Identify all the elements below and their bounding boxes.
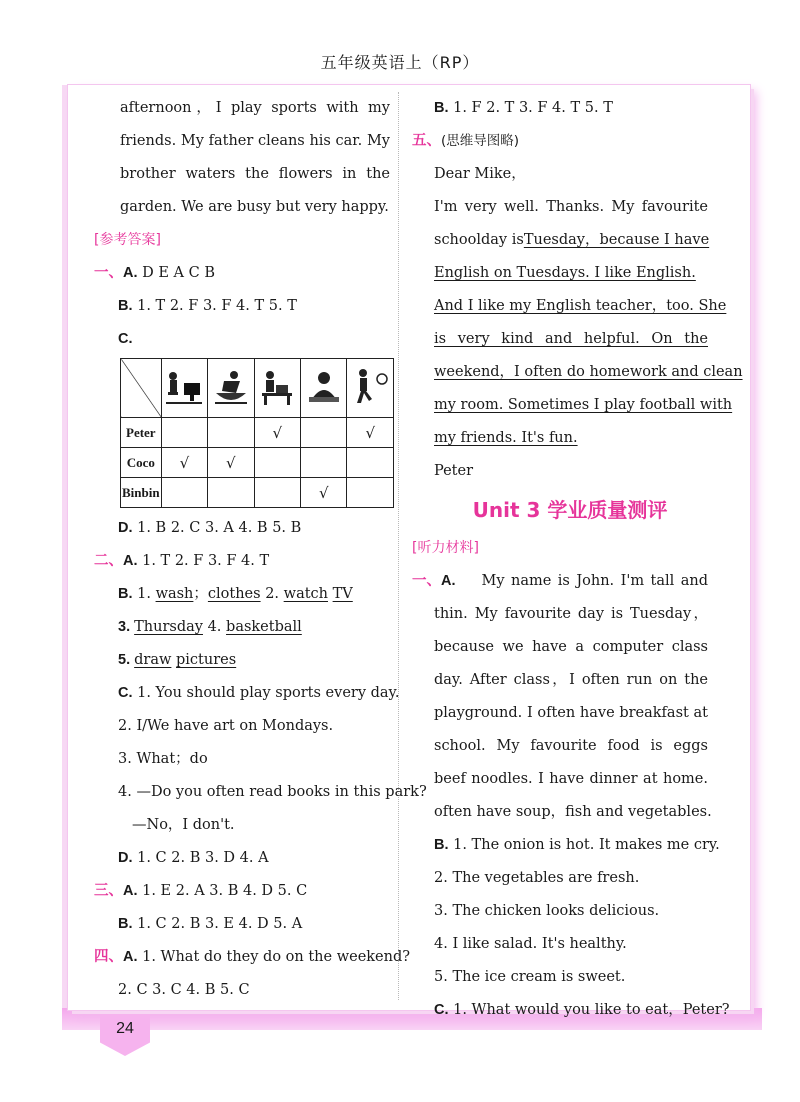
letter-signature: Peter [434,463,474,479]
cell: √ [208,448,254,478]
listening-b4: 4. I like salad. It's healthy. [434,936,627,952]
letter [412,158,743,488]
cell [347,448,394,478]
cell [347,478,394,508]
letter-line: schoolday is [434,232,524,248]
column-divider [398,92,399,1000]
letter-line-underlined: my room. Sometimes I play football with [434,397,733,413]
activity-table [120,358,394,508]
answer-3a: 1. E 2. A 3. B 4. D 5. C [137,883,308,899]
left-column [120,92,390,224]
num: 4. [202,619,227,635]
row-name: Coco [121,448,162,478]
answer-2d: 1. C 2. B 3. D 4. A [132,850,269,866]
label-c: C. [434,1002,449,1018]
section-num: 一、 [412,573,441,589]
cell [208,418,254,448]
section-num: 三、 [94,883,123,899]
section-num: 二、 [94,553,123,569]
cell [254,478,300,508]
answer-2c3: 3. What；do [118,751,208,767]
listening-line: thin. My favourite day is Tuesday， [434,606,708,622]
letter-greeting: Dear Mike， [434,166,526,182]
table-corner [121,359,162,418]
answer-3b: 1. C 2. B 3. E 4. D 5. A [132,916,303,932]
cell: √ [347,418,394,448]
cell [254,448,300,478]
label-b: B. [118,586,133,602]
num: 5. [118,652,135,668]
num: 1. [132,586,156,602]
listening-c1: 1. What would you like to eat，Peter? [448,1002,730,1018]
listening-line: day. After class，I often run on the [434,672,708,688]
label-a: A. [123,553,138,569]
passage-line: garden. We are busy but very happy. [120,199,389,215]
label-b: B. [434,837,449,853]
section-num: 一、 [94,265,123,281]
passage-line: friends. My father cleans his car. My [120,133,390,149]
answer-2c1: 1. You should play sports every day. [132,685,400,701]
label-a: A. [123,265,138,281]
cell [161,418,207,448]
listening-b2: 2. The vegetables are fresh. [434,870,640,886]
answer-2c4: 4. —Do you often read books in this park? [118,784,427,800]
fill-word: draw [134,652,172,668]
fill-word: clothes [207,586,261,602]
row-name: Binbin [121,478,162,508]
section-num: 四、 [94,949,123,965]
fill-word: basketball [226,619,302,635]
label-a: A. [123,949,138,965]
listening-line: My name is John. I'm tall and [481,573,708,589]
num: 3. [118,619,135,635]
letter-line-underlined: And I like my English teacher，too. She [434,298,727,314]
fill-word: Thursday [134,619,203,635]
letter-line-underlined: Tuesday，because I have [523,232,710,248]
answers-section [94,224,427,1007]
listening-passage [412,598,730,1027]
cell [301,448,347,478]
label-c: C. [118,685,133,701]
listening-b3: 3. The chicken looks delicious. [434,903,660,919]
answer-4a2: 2. C 3. C 4. B 5. C [118,982,250,998]
page-header: 五年级英语上（RP） [320,53,480,72]
listening-b5: 5. The ice cream is sweet. [434,969,626,985]
table-row [121,418,394,448]
table-row [121,448,394,478]
letter-line: I'm very well. Thanks. My favourite [434,199,708,215]
passage-line: brother waters the flowers in the [120,166,390,182]
label-b: B. [118,916,133,932]
fill-word: pictures [176,652,237,668]
do-homework-icon [303,367,345,409]
sep: ； [193,586,208,602]
read-books-icon [256,367,298,409]
answer-1a: D E A C B [137,265,215,281]
passage-line: afternoon，I play sports with my [120,100,390,116]
cell [208,478,254,508]
fill-word: TV [332,586,353,602]
row-name: Peter [121,418,162,448]
listening-line: beef noodles. I have dinner at home. [434,771,708,787]
mind-map-note: (思维导图略) [441,133,520,149]
label-b: B. [434,100,449,116]
listening-b1: 1. The onion is hot. It makes me cry. [448,837,720,853]
answer-4a: 1. What do they do on the weekend? [137,949,411,965]
label-d: D. [118,520,133,536]
wash-clothes-icon [210,367,252,409]
right-column [412,92,743,1027]
letter-line-underlined: is very kind and helpful. On the [434,331,708,347]
fill-word: watch [283,586,328,602]
label-d: D. [118,850,133,866]
answer-1b: 1. T 2. F 3. F 4. T 5. T [132,298,297,314]
answer-2a: 1. T 2. F 3. F 4. T [137,553,270,569]
letter-line-underlined: my friends. It's fun. [434,430,578,446]
cell [301,418,347,448]
answer-1d: 1. B 2. C 3. A 4. B 5. B [132,520,302,536]
answer-4b: 1. F 2. T 3. F 4. T 5. T [448,100,613,116]
fill-word: wash [155,586,194,602]
answer-2c2: 2. I/We have art on Mondays. [118,718,334,734]
cell: √ [254,418,300,448]
cell [161,478,207,508]
letter-line-underlined: English on Tuesdays. I like English. [434,265,696,281]
listening-line: school. My favourite food is eggs [434,738,708,754]
label-a: A. [123,883,138,899]
label-a: A. [441,573,456,589]
page-number: 24 [116,1020,134,1037]
section-num: 五、 [412,133,441,149]
cell: √ [161,448,207,478]
answer-2c4b: —No，I don't. [132,817,235,833]
answers-tag: [参考答案] [94,232,161,248]
unit-title: Unit 3 学业质量测评 [472,498,668,522]
label-b: B. [118,298,133,314]
play-football-icon [349,367,391,409]
cell: √ [301,478,347,508]
listening-line: playground. I often have breakfast at [434,705,708,721]
num: 2. [260,586,284,602]
listening-tag: [听力材料] [412,540,479,556]
table-row [121,478,394,508]
listening-line: because we have a computer class [434,639,708,655]
play-computer-games-icon [163,367,205,409]
letter-line-underlined: weekend，I often do homework and clean [434,364,743,380]
listening-line: often have soup，fish and vegetables. [434,804,712,820]
label-c: C. [118,331,133,347]
